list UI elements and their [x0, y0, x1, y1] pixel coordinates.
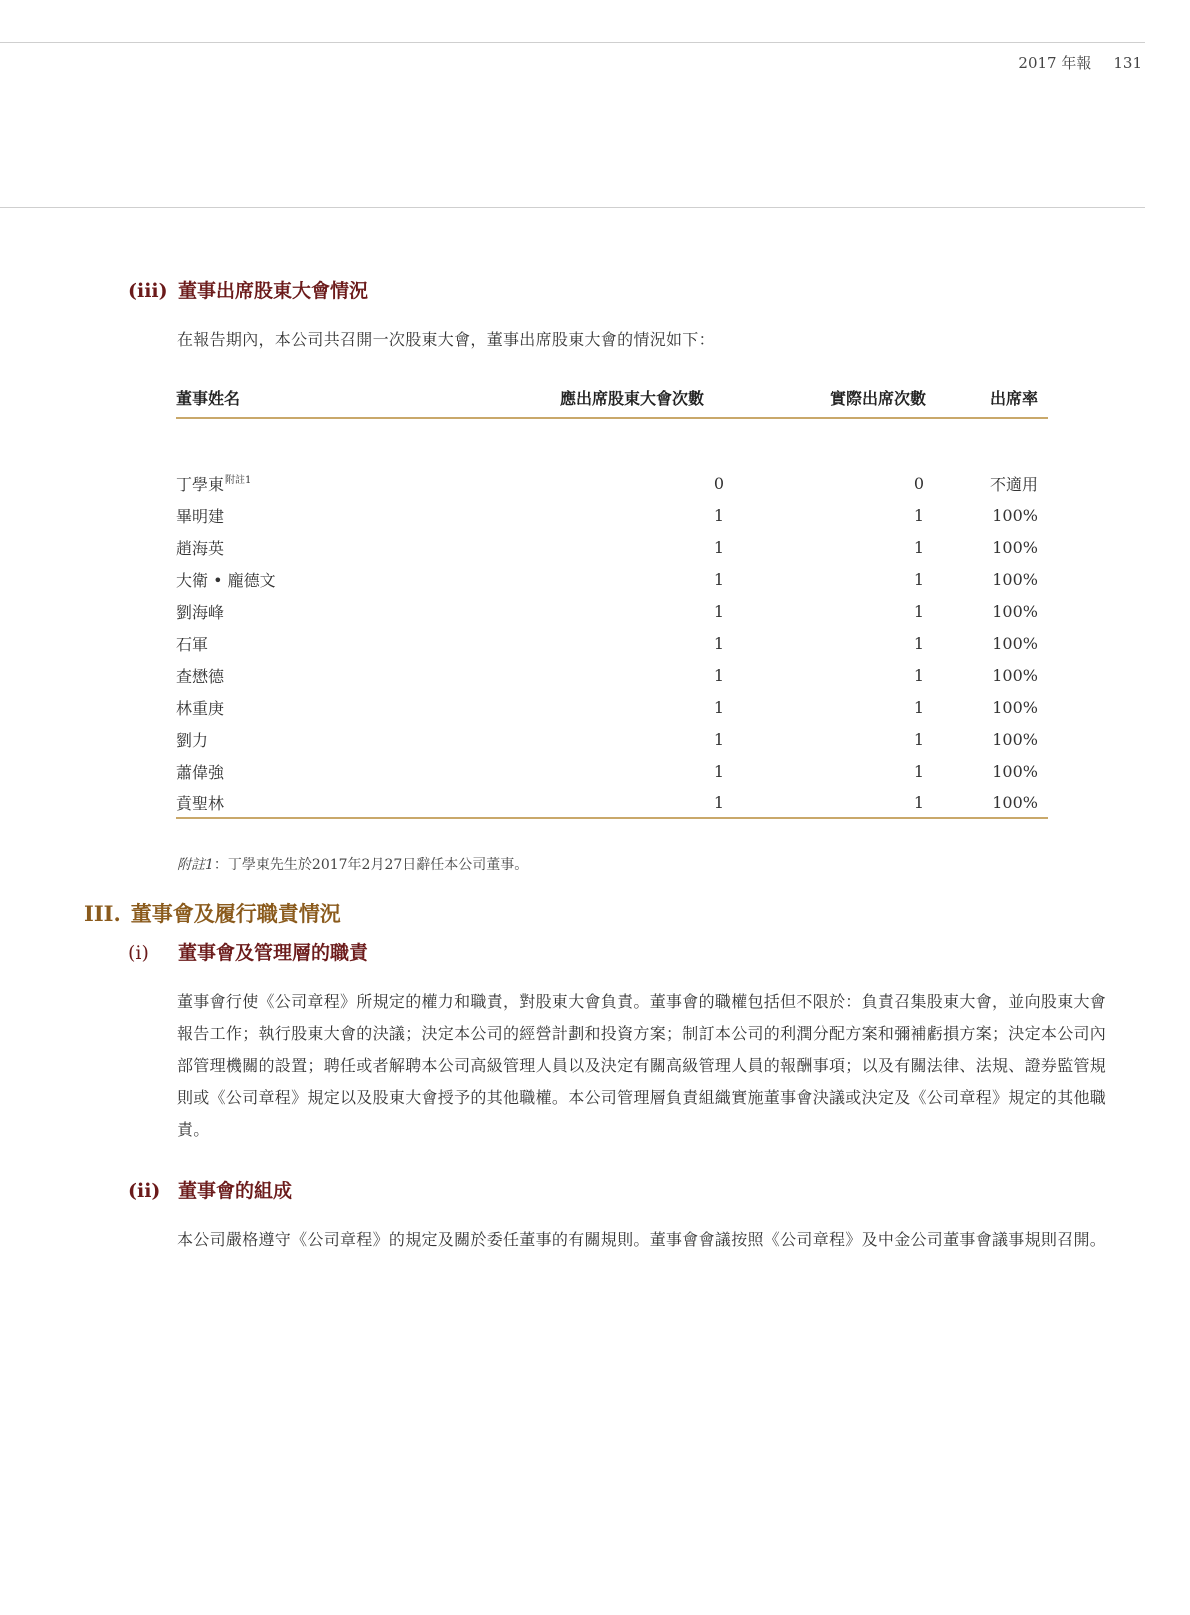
attended-meetings-text: 1 [913, 569, 924, 589]
director-name-text: 劉力 [176, 730, 209, 750]
heading-number: (ii) [128, 1180, 161, 1202]
section-number: III. [84, 901, 121, 926]
attended-meetings [726, 627, 926, 659]
attendance-rate [926, 467, 1048, 499]
required-meetings [466, 691, 726, 723]
director-name [176, 595, 466, 627]
attendance-rate [926, 723, 1048, 755]
attended-meetings-text: 1 [913, 633, 924, 653]
table-row [176, 499, 1048, 531]
attendance-rate [926, 595, 1048, 627]
required-meetings [466, 659, 726, 691]
section-title: 董事會及履行職責情況 [130, 901, 341, 926]
section-rule [0, 207, 1145, 208]
report-label: 2017 年報 [1018, 54, 1092, 72]
table-row [176, 755, 1048, 787]
heading-board-composition [128, 1176, 292, 1203]
director-name-text: 林重庚 [176, 698, 225, 718]
director-name [176, 563, 466, 595]
required-meetings-text: 1 [713, 761, 724, 781]
footnote-marker: 附註1 [225, 475, 252, 486]
table-header-row [176, 383, 1048, 418]
table-row [176, 595, 1048, 627]
heading-title: 董事會及管理層的職責 [178, 942, 369, 964]
director-name-text: 丁學東 [176, 475, 225, 494]
required-meetings-text: 0 [713, 473, 724, 493]
column-header-rate: 出席率 [926, 383, 1048, 418]
table-row [176, 467, 1048, 499]
required-meetings-text: 1 [713, 505, 724, 525]
attendance-rate [926, 499, 1048, 531]
table-row [176, 627, 1048, 659]
required-meetings [466, 499, 726, 531]
director-name [176, 467, 466, 499]
attendance-rate [926, 755, 1048, 787]
director-name [176, 499, 466, 531]
attended-meetings [726, 787, 926, 818]
table-row [176, 531, 1048, 563]
director-name [176, 691, 466, 723]
required-meetings-text: 1 [713, 569, 724, 589]
table-row [176, 787, 1048, 818]
attended-meetings [726, 659, 926, 691]
page-number: 131 [1113, 54, 1142, 72]
column-header-attended: 實際出席次數 [726, 383, 926, 418]
attended-meetings-text: 1 [913, 505, 924, 525]
attendance-rate-text: 100% [992, 633, 1038, 653]
column-header-required: 應出席股東大會次數 [466, 383, 726, 418]
director-name [176, 723, 466, 755]
heading-title: 董事出席股東大會情況 [178, 280, 369, 302]
heading-title: 董事會的組成 [178, 1180, 293, 1202]
required-meetings-text: 1 [713, 601, 724, 621]
required-meetings-text: 1 [713, 729, 724, 749]
attendance-rate [926, 691, 1048, 723]
table-spacer [176, 418, 1048, 467]
column-header-name: 董事姓名 [176, 383, 466, 418]
attended-meetings [726, 595, 926, 627]
footnote [177, 854, 528, 874]
director-name-text: 查懋德 [176, 666, 225, 686]
section-heading-board [84, 898, 341, 928]
director-name-text: 劉海峰 [176, 602, 225, 622]
running-header [1018, 52, 1142, 73]
attendance-rate-text: 100% [992, 697, 1038, 717]
director-name [176, 755, 466, 787]
attended-meetings [726, 467, 926, 499]
table-row [176, 659, 1048, 691]
attended-meetings-text: 1 [913, 537, 924, 557]
required-meetings [466, 755, 726, 787]
attended-meetings [726, 723, 926, 755]
attendance-rate-text: 100% [992, 761, 1038, 781]
board-duties-paragraph: 董事會行使《公司章程》所規定的權力和職責，對股東大會負責。董事會的職權包括但不限於：負責召集股東大會，並向股東大會報告工作；執行股東大會的決議；決定本公司的經營計劃和投資方案；制訂本公司的利潤分配方案和彌補虧損方案；決定本公司內部管理機關的設置；聘任或者解聘本公司高級管理人員以及決定有關高級管理人員的報酬事項；以及有關法律、法規、證券監管規則或《公司章程》規定以及股東大會授予的其他職權。本公司管理層負責組織實施董事會決議或決定及《公司章程》規定的其他職責。 [177, 992, 1107, 1139]
director-name [176, 627, 466, 659]
director-name-text: 石軍 [176, 634, 209, 654]
intro-text: 在報告期內，本公司共召開一次股東大會，董事出席股東大會的情況如下： [177, 330, 715, 349]
attendance-rate [926, 659, 1048, 691]
director-name [176, 531, 466, 563]
footnote-text: ：丁學東先生於2017年2月27日辭任本公司董事。 [213, 857, 529, 873]
required-meetings [466, 563, 726, 595]
required-meetings-text: 1 [713, 537, 724, 557]
attended-meetings [726, 499, 926, 531]
required-meetings [466, 723, 726, 755]
attendance-rate-text: 100% [992, 792, 1038, 812]
heading-number: (i) [128, 942, 149, 964]
attendance-rate [926, 787, 1048, 818]
attended-meetings-text: 1 [913, 792, 924, 812]
table-row [176, 691, 1048, 723]
director-name-text: 大衛 • 龐德文 [176, 570, 276, 590]
attendance-table [176, 383, 1048, 819]
attended-meetings-text: 1 [913, 665, 924, 685]
required-meetings [466, 787, 726, 818]
required-meetings [466, 467, 726, 499]
required-meetings-text: 1 [713, 697, 724, 717]
attended-meetings [726, 563, 926, 595]
attended-meetings-text: 1 [913, 729, 924, 749]
attendance-rate-text: 100% [992, 505, 1038, 525]
required-meetings [466, 531, 726, 563]
director-name [176, 659, 466, 691]
attendance-rate [926, 563, 1048, 595]
required-meetings [466, 627, 726, 659]
attendance-rate-text: 100% [992, 601, 1038, 621]
board-composition-paragraph: 本公司嚴格遵守《公司章程》的規定及關於委任董事的有關規則。董事會會議按照《公司章程》及中金公司董事會議事規則召開。 [177, 1230, 1107, 1249]
attended-meetings-text: 1 [913, 697, 924, 717]
attended-meetings [726, 755, 926, 787]
footnote-label: 附註1 [177, 857, 214, 873]
required-meetings [466, 595, 726, 627]
attended-meetings [726, 531, 926, 563]
director-name [176, 787, 466, 818]
attended-meetings-text: 1 [913, 761, 924, 781]
required-meetings-text: 1 [713, 665, 724, 685]
director-name-text: 畢明建 [176, 506, 225, 526]
attendance-rate-text: 100% [992, 665, 1038, 685]
heading-number: (iii) [128, 280, 168, 302]
attendance-rate-text: 不適用 [989, 474, 1038, 494]
attendance-rate-text: 100% [992, 569, 1038, 589]
heading-agm-attendance [128, 276, 368, 303]
table-row [176, 563, 1048, 595]
attendance-rate-text: 100% [992, 729, 1038, 749]
director-name-text: 蕭偉強 [176, 762, 225, 782]
attended-meetings-text: 0 [913, 473, 924, 493]
attended-meetings [726, 691, 926, 723]
director-name-text: 趙海英 [176, 538, 225, 558]
required-meetings-text: 1 [713, 633, 724, 653]
attended-meetings-text: 1 [913, 601, 924, 621]
director-name-text: 賁聖林 [176, 793, 225, 813]
attendance-rate-text: 100% [992, 537, 1038, 557]
top-rule [0, 42, 1145, 43]
table-row [176, 723, 1048, 755]
attendance-rate [926, 531, 1048, 563]
required-meetings-text: 1 [713, 792, 724, 812]
heading-board-duties [128, 938, 368, 965]
attendance-rate [926, 627, 1048, 659]
